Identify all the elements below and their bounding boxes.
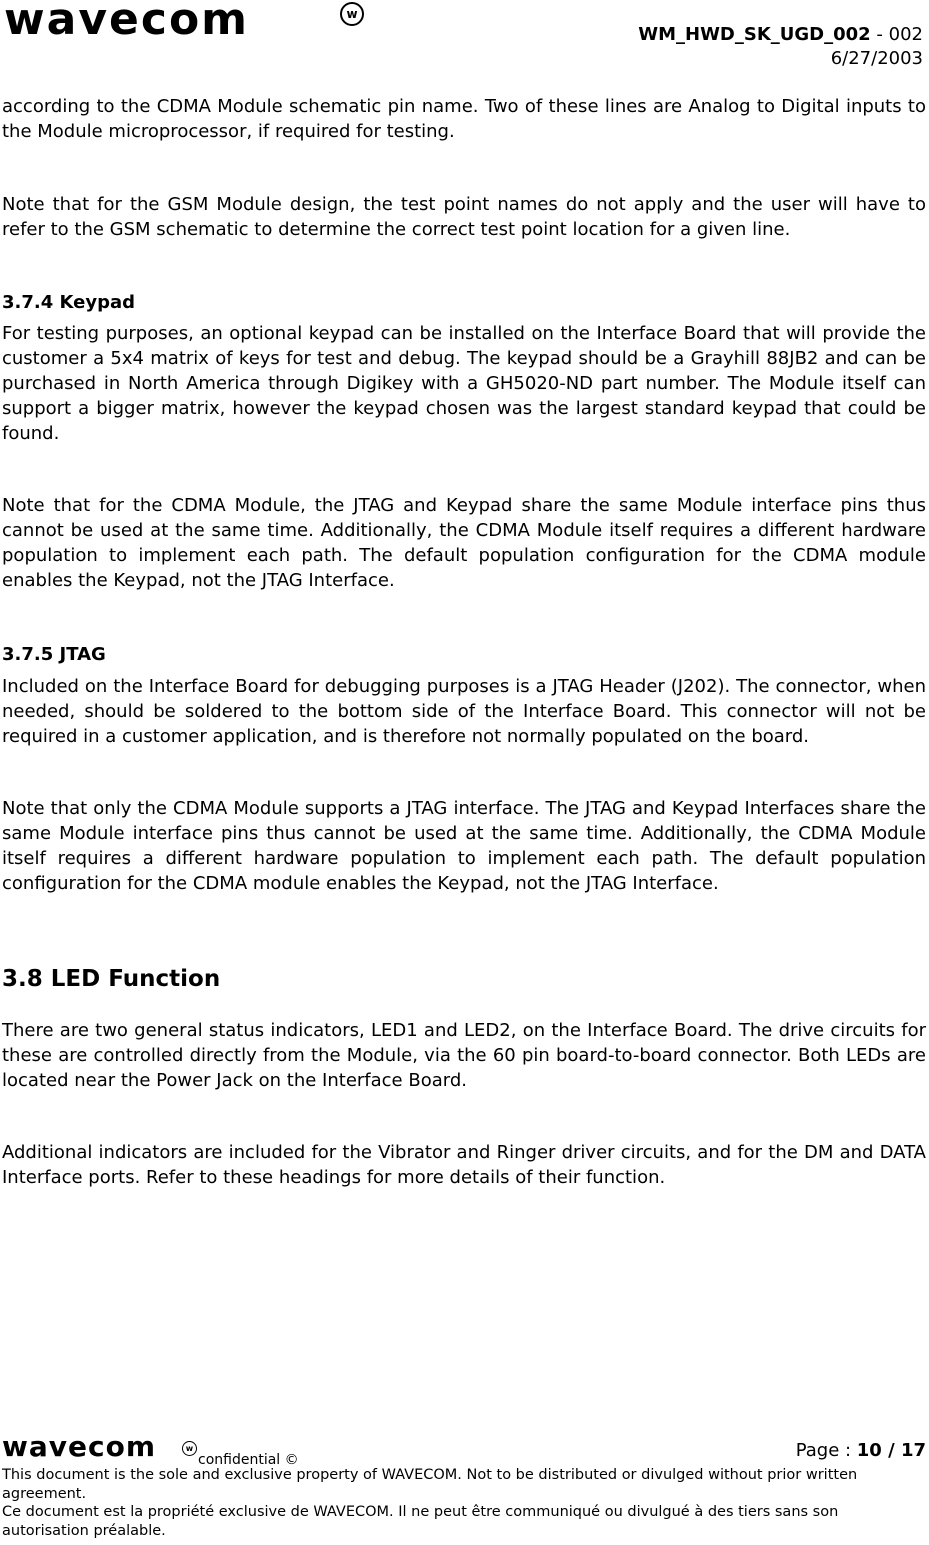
page-number bbox=[796, 1440, 926, 1461]
wavecom-footer-logo: wavecom bbox=[2, 1430, 157, 1463]
paragraph: Included on the Interface Board for debugging purposes is a JTAG Header (J202). The connector, when needed, should be soldered to the bottom side of the Interface Board. This connector will not be required in a customer application, and is therefore not normally populated on the board. bbox=[2, 676, 926, 747]
wavecom-logo: wavecom bbox=[4, 0, 250, 45]
document-body bbox=[2, 94, 926, 1190]
paragraph: For testing purposes, an optional keypad can be installed on the Interface Board that will provide the customer a 5x4 matrix of keys for test and debug. The keypad should be a Grayhill 88JB2 and can be purchased in North America through Digikey with a GH5020-ND part number. The Module itself can support a bigger matrix, however the keypad chosen was the largest standard keypad that could be found. bbox=[2, 323, 926, 444]
document-id: WM_HWD_SK_UGD_002 bbox=[638, 24, 871, 45]
document-version: - 002 bbox=[870, 24, 923, 45]
wavecom-logo-mark-icon: w bbox=[340, 2, 364, 26]
page-label: Page : bbox=[795, 1440, 857, 1461]
confidential-notice: confidential © bbox=[198, 1452, 299, 1468]
paragraph: Additional indicators are included for the Vibrator and Ringer driver circuits, and for the DM and DATA Interface ports. Refer to these headings for more details of their function. bbox=[2, 1142, 926, 1188]
wavecom-footer-logo-mark-icon: w bbox=[182, 1441, 197, 1456]
section-heading-jtag: 3.7.5 JTAG bbox=[2, 644, 106, 665]
legal-notice bbox=[2, 1466, 926, 1540]
paragraph: Note that for the GSM Module design, the test point names do not apply and the user will have to refer to the GSM schematic to determine the correct test point location for a given line. bbox=[2, 194, 926, 240]
legal-notice-fr: Ce document est la propriété exclusive de WAVECOM. Il ne peut être communiqué ou divulgué à des tiers sans son autorisation préalable. bbox=[2, 1504, 839, 1539]
legal-notice-en: This document is the sole and exclusive property of WAVECOM. Not to be distributed or divulged without prior written agreement. bbox=[2, 1467, 858, 1502]
page-value: 10 / 17 bbox=[856, 1440, 926, 1461]
section-heading-keypad: 3.7.4 Keypad bbox=[2, 292, 136, 313]
paragraph: There are two general status indicators, LED1 and LED2, on the Interface Board. The drive circuits for these are controlled directly from the Module, via the 60 pin board-to-board connector. Both LEDs are located near the Power Jack on the Interface Board. bbox=[2, 1020, 926, 1091]
paragraph: Note that only the CDMA Module supports a JTAG interface. The JTAG and Keypad Interfaces share the same Module interface pins thus cannot be used at the same time. Additionally, the CDMA Module itself requires a different hardware population to implement each path. The default population configuration for the CDMA module enables the Keypad, not the JTAG Interface. bbox=[2, 798, 926, 894]
document-reference bbox=[638, 23, 923, 71]
section-heading-led-function: 3.8 LED Function bbox=[2, 966, 221, 992]
paragraph: according to the CDMA Module schematic pin name. Two of these lines are Analog to Digital inputs to the Module microprocessor, if required for testing. bbox=[2, 96, 926, 142]
paragraph: Note that for the CDMA Module, the JTAG and Keypad share the same Module interface pins thus cannot be used at the same time. Additionally, the CDMA Module itself requires a different hardware population to implement each path. The default population configuration for the CDMA module enables the Keypad, not the JTAG Interface. bbox=[2, 495, 926, 591]
document-date: 6/27/2003 bbox=[830, 48, 923, 69]
